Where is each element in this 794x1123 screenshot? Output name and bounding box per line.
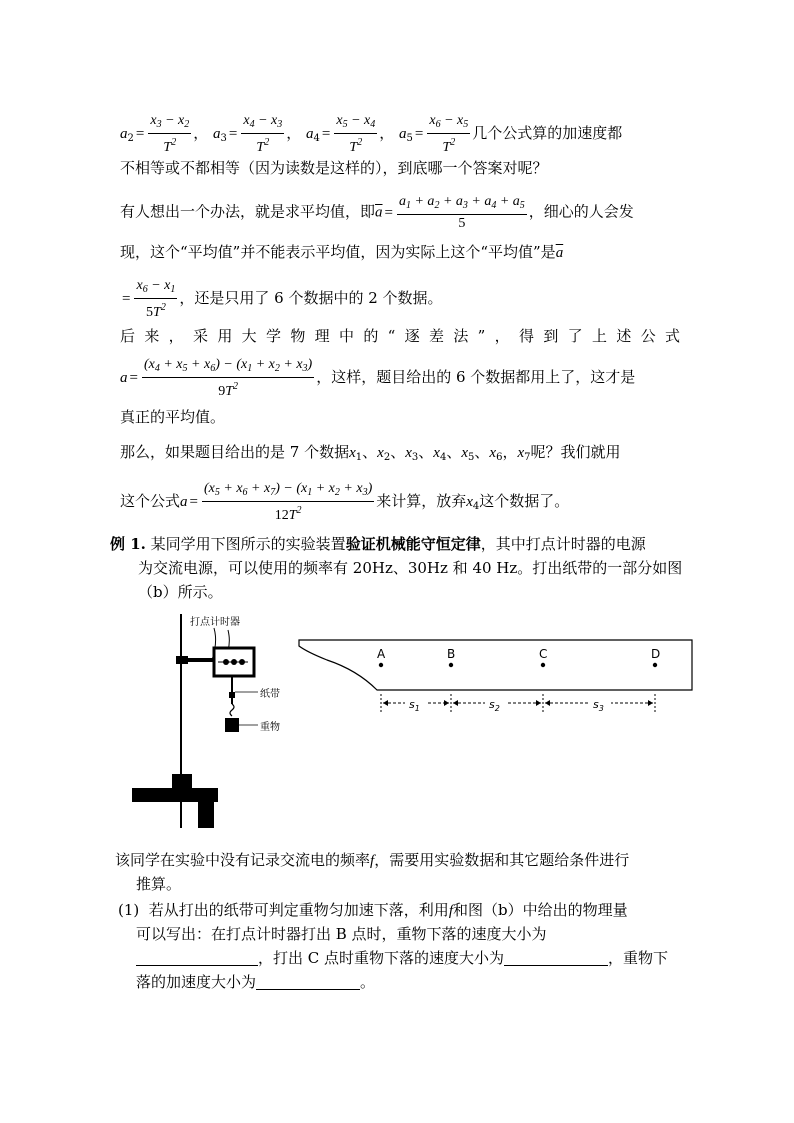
question-intro-2: 推算。 [136, 875, 182, 893]
example-line-2: 为交流电源，可以使用的频率有 20Hz、30Hz 和 40 Hz。打出纸带的一部分如图 [138, 559, 683, 577]
apparatus-figure [128, 612, 240, 832]
text-line9-head: 那么，如果题目给出的是 7 个数据 [120, 443, 350, 461]
text-line-9: 那么，如果题目给出的是 7 个数据$x_1$、$x_2$、$x_3$、$x_4$、$x_5$、$x_6$，$x_7$呢？我们就用 [120, 443, 621, 463]
segment-s1: $s_1$ [409, 698, 420, 713]
segment-s2: $s_2$ [489, 698, 500, 713]
question-1-line-1 [118, 898, 688, 923]
q1-tail: 和图（b）中给出的物理量 [452, 901, 628, 919]
q1-label: (1) [118, 901, 140, 919]
example-text1-bold: 验证机械能守恒定律 [345, 535, 481, 553]
question-intro-1 [115, 848, 685, 873]
example-line-1 [110, 532, 685, 556]
text-line3-head: 有人想出一个办法，就是求平均值，即 [120, 202, 376, 221]
paper-tape [299, 640, 692, 690]
tape-label-a: A [377, 647, 386, 661]
formula-line-1: $a_2$ = $\frac{x_3 - x_2}{T^2}$ ， $a_3$ = $\frac{x_4 - x_3}{T^2}$ ， $a_4$ = $\frac{x_5 - x_4}{T^2}$ ， $a_5$ = $\frac{x_6 - x_5}{T^2}$ 几个公式算的加速度都 [120, 113, 623, 155]
weight-block [225, 718, 239, 732]
example-text1: 某同学用下图所示的实验装置 [150, 535, 346, 553]
q1-var: f [448, 903, 453, 919]
text-line4: 现，这个“平均值”并不能表示平均值，因为实际上这个“平均值”是 [120, 243, 556, 261]
answer-blank-c[interactable] [504, 949, 608, 966]
example-text1-tail: ，其中打点计时器的电源 [480, 535, 646, 553]
text-line-2: 不相等或不都相等（因为读数是这样的），到底哪一个答案对呢？ [120, 159, 548, 177]
text-line1-tail: 几个公式算的加速度都 [472, 124, 623, 142]
answer-blank-a[interactable] [256, 973, 360, 990]
timer-label: 打点计时器 [190, 617, 240, 628]
text-line10-end: 这个数据了。 [479, 492, 570, 510]
q1-line3b: ，重物下 [608, 949, 669, 967]
text-line9-tail: 呢？我们就用 [530, 443, 621, 461]
question-1-line-3 [136, 946, 686, 970]
question-1-line-2: 可以写出：在打点计时器打出 B 点时，重物下落的速度大小为 [136, 925, 547, 943]
tape-label-b: B [447, 647, 456, 661]
formula-line-10: 这个公式a = $\frac{(x_5 + x_6 + x_7) - (x_1 + x_2 + x_3)}{12T^2}$ 来计算，放弃$x_4$这个数据了。 [120, 481, 570, 523]
tape-dot-d [653, 663, 657, 667]
text-line5-tail: ，还是只用了 6 个数据中的 2 个数据。 [179, 289, 443, 307]
q1-head: 若从打出的纸带可判定重物匀加速下落，利用 [148, 901, 449, 919]
text-line-4: 现，这个“平均值”并不能表示平均值，因为实际上这个“平均值”是$\overline{a}$ [120, 243, 564, 261]
tape-label: 纸带 [260, 689, 280, 700]
segment-s3: $s_3$ [593, 698, 604, 713]
text-line10-head: 这个公式 [120, 492, 181, 510]
question-1-line-4 [136, 970, 696, 994]
text-line10-tail: 来计算，放弃 [376, 492, 467, 510]
tape-dot-a [379, 663, 383, 667]
text-line3-tail: ，细心的人会发 [528, 202, 634, 221]
tape-label-c: C [539, 647, 548, 661]
tape-figure [297, 630, 697, 720]
weight-label: 重物 [260, 722, 280, 733]
text-line-8: 真正的平均值。 [120, 408, 226, 426]
answer-blank-b[interactable] [136, 949, 258, 966]
formula-average: 有人想出一个办法，就是求平均值，即$\overline{a}$ = $\frac{a_1 + a_2 + a_3 + a_4 + a_5}{5}$ ，细心的人会发 [120, 194, 634, 231]
q1-end: 。 [360, 973, 376, 991]
tape-dot-c [541, 663, 545, 667]
tape-label-d: D [651, 647, 661, 661]
example-label: 例 1. [110, 535, 146, 553]
tape-dot-b [449, 663, 453, 667]
intro1-head: 该同学在实验中没有记录交流电的频率 [115, 851, 371, 869]
text-line-6: 后来，采用大学物理中的“逐差法”，得到了上述公式 [120, 327, 680, 345]
formula-line-5: = $\frac{x_6 - x_1}{5T^2}$ ，还是只用了 6 个数据中的 2 个数据。 [122, 278, 443, 320]
intro1-var: f [370, 853, 375, 869]
intro1-tail: ，需要用实验数据和其它题给条件进行 [374, 851, 630, 869]
example-line-3: （b）所示。 [138, 583, 223, 601]
q1-line4: 落的加速度大小为 [136, 973, 257, 991]
q1-line3a: ，打出 C 点时重物下落的速度大小为 [258, 949, 505, 967]
text-line7-tail: ，这样，题目给出的 6 个数据都用上了，这才是 [316, 368, 636, 386]
formula-line-7: a = $\frac{(x_4 + x_5 + x_6) - (x_1 + x_2 + x_3)}{9T^2}$ ，这样，题目给出的 6 个数据都用上了，这才是 [120, 357, 636, 399]
